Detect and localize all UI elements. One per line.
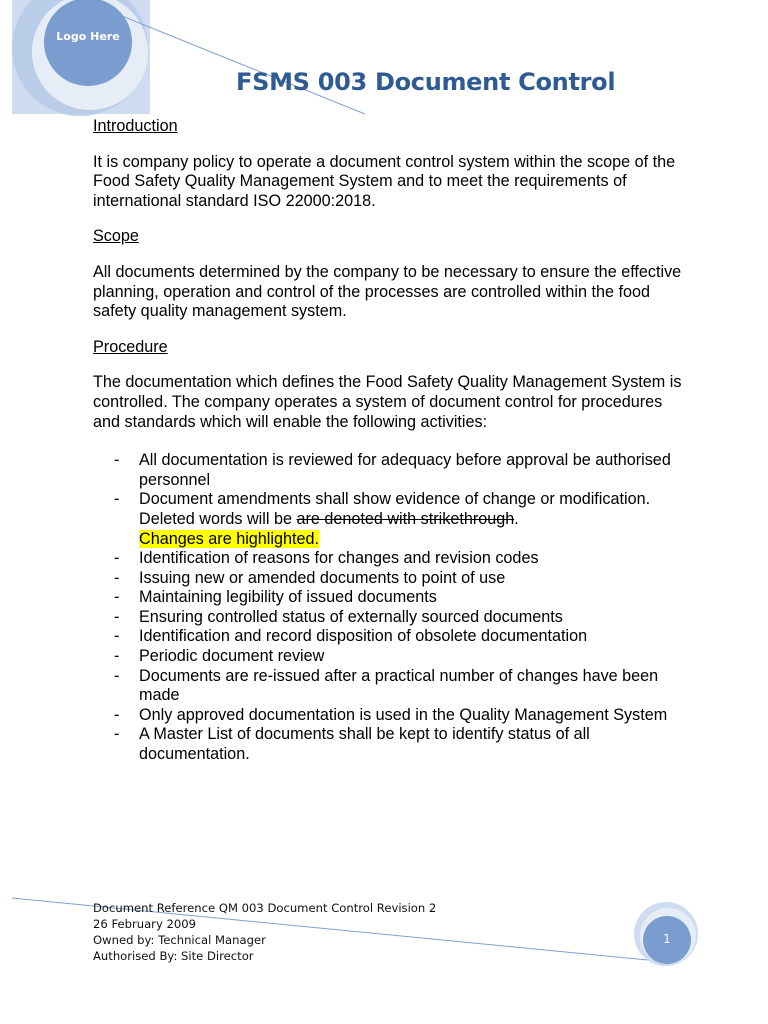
list-item (93, 588, 693, 608)
list-item (93, 667, 693, 706)
bullet-dash: - (114, 705, 120, 724)
list-item (93, 490, 693, 549)
list-item-text: A Master List of documents shall be kept to identify status of all documentation. (139, 725, 590, 764)
bullet-dash: - (114, 588, 120, 607)
highlighted-text: Changes are highlighted. (139, 529, 319, 548)
list-item (93, 569, 693, 589)
list-item (93, 549, 693, 569)
list-item (93, 627, 693, 647)
introduction-text: It is company policy to operate a document control system within the scope of the Food Safety Quality Management System and to meet the requirements of international standard ISO 22000:2018. (93, 152, 676, 210)
scope-heading: Scope (93, 227, 139, 246)
bullet-dash: - (114, 451, 120, 470)
list-item-text: Identification of reasons for changes and revision codes (139, 549, 539, 568)
list-item-text: All documentation is reviewed for adequacy before approval be authorised personnel (139, 451, 671, 489)
list-item-text: Issuing new or amended documents to point of use (139, 568, 506, 587)
bullet-dash: - (114, 549, 120, 568)
scope-text: All documents determined by the company to be necessary to ensure the effective planning, operation and control of the processes are controlled within the food safety quality management system. (93, 262, 682, 321)
bullet-dash: - (114, 647, 120, 666)
logo-placeholder: Logo Here (56, 30, 120, 43)
introduction-heading: Introduction (93, 117, 178, 135)
list-item (93, 451, 693, 490)
bullet-dash: - (114, 607, 120, 626)
document-authoriser: Authorised By: Site Director (93, 949, 254, 963)
bullet-dash: - (114, 490, 120, 509)
strikethrough-text: are denoted with strikethrough (296, 509, 515, 528)
list-item-text: Ensuring controlled status of externally sourced documents (139, 607, 563, 626)
bullet-dash: - (114, 725, 120, 744)
list-item (93, 647, 693, 667)
document-footer (93, 900, 436, 964)
logo-circle (44, 0, 132, 86)
bullet-dash: - (114, 568, 120, 587)
page-title: FSMS 003 Document Control (236, 68, 616, 96)
list-item-text: Document amendments shall show evidence of change or modification. Deleted words will be (139, 490, 651, 528)
procedure-text: The documentation which defines the Food Safety Quality Management System is controlled. The company operates a system of document control for procedures and standards which will enable the following activities: (93, 373, 682, 431)
document-body (93, 117, 693, 765)
list-item-text-end: . (514, 509, 519, 528)
list-item-text: Only approved documentation is used in the Quality Management System (139, 705, 668, 724)
list-item (93, 706, 693, 726)
page-number: 1 (663, 932, 671, 946)
activities-list (93, 451, 693, 765)
bullet-dash: - (114, 627, 120, 646)
list-item (93, 725, 693, 764)
bullet-dash: - (114, 666, 120, 685)
procedure-heading: Procedure (93, 337, 168, 356)
list-item-text: Identification and record disposition of obsolete documentation (139, 627, 588, 646)
document-owner: Owned by: Technical Manager (93, 933, 266, 947)
document-reference: Document Reference QM 003 Document Control Revision 2 (93, 901, 437, 915)
list-item (93, 608, 693, 628)
list-item-text: Maintaining legibility of issued documents (139, 588, 437, 607)
list-item-text: Periodic document review (139, 647, 325, 666)
document-date: 26 February 2009 (93, 917, 197, 931)
list-item-text: Documents are re-issued after a practical number of changes have been made (139, 666, 659, 705)
